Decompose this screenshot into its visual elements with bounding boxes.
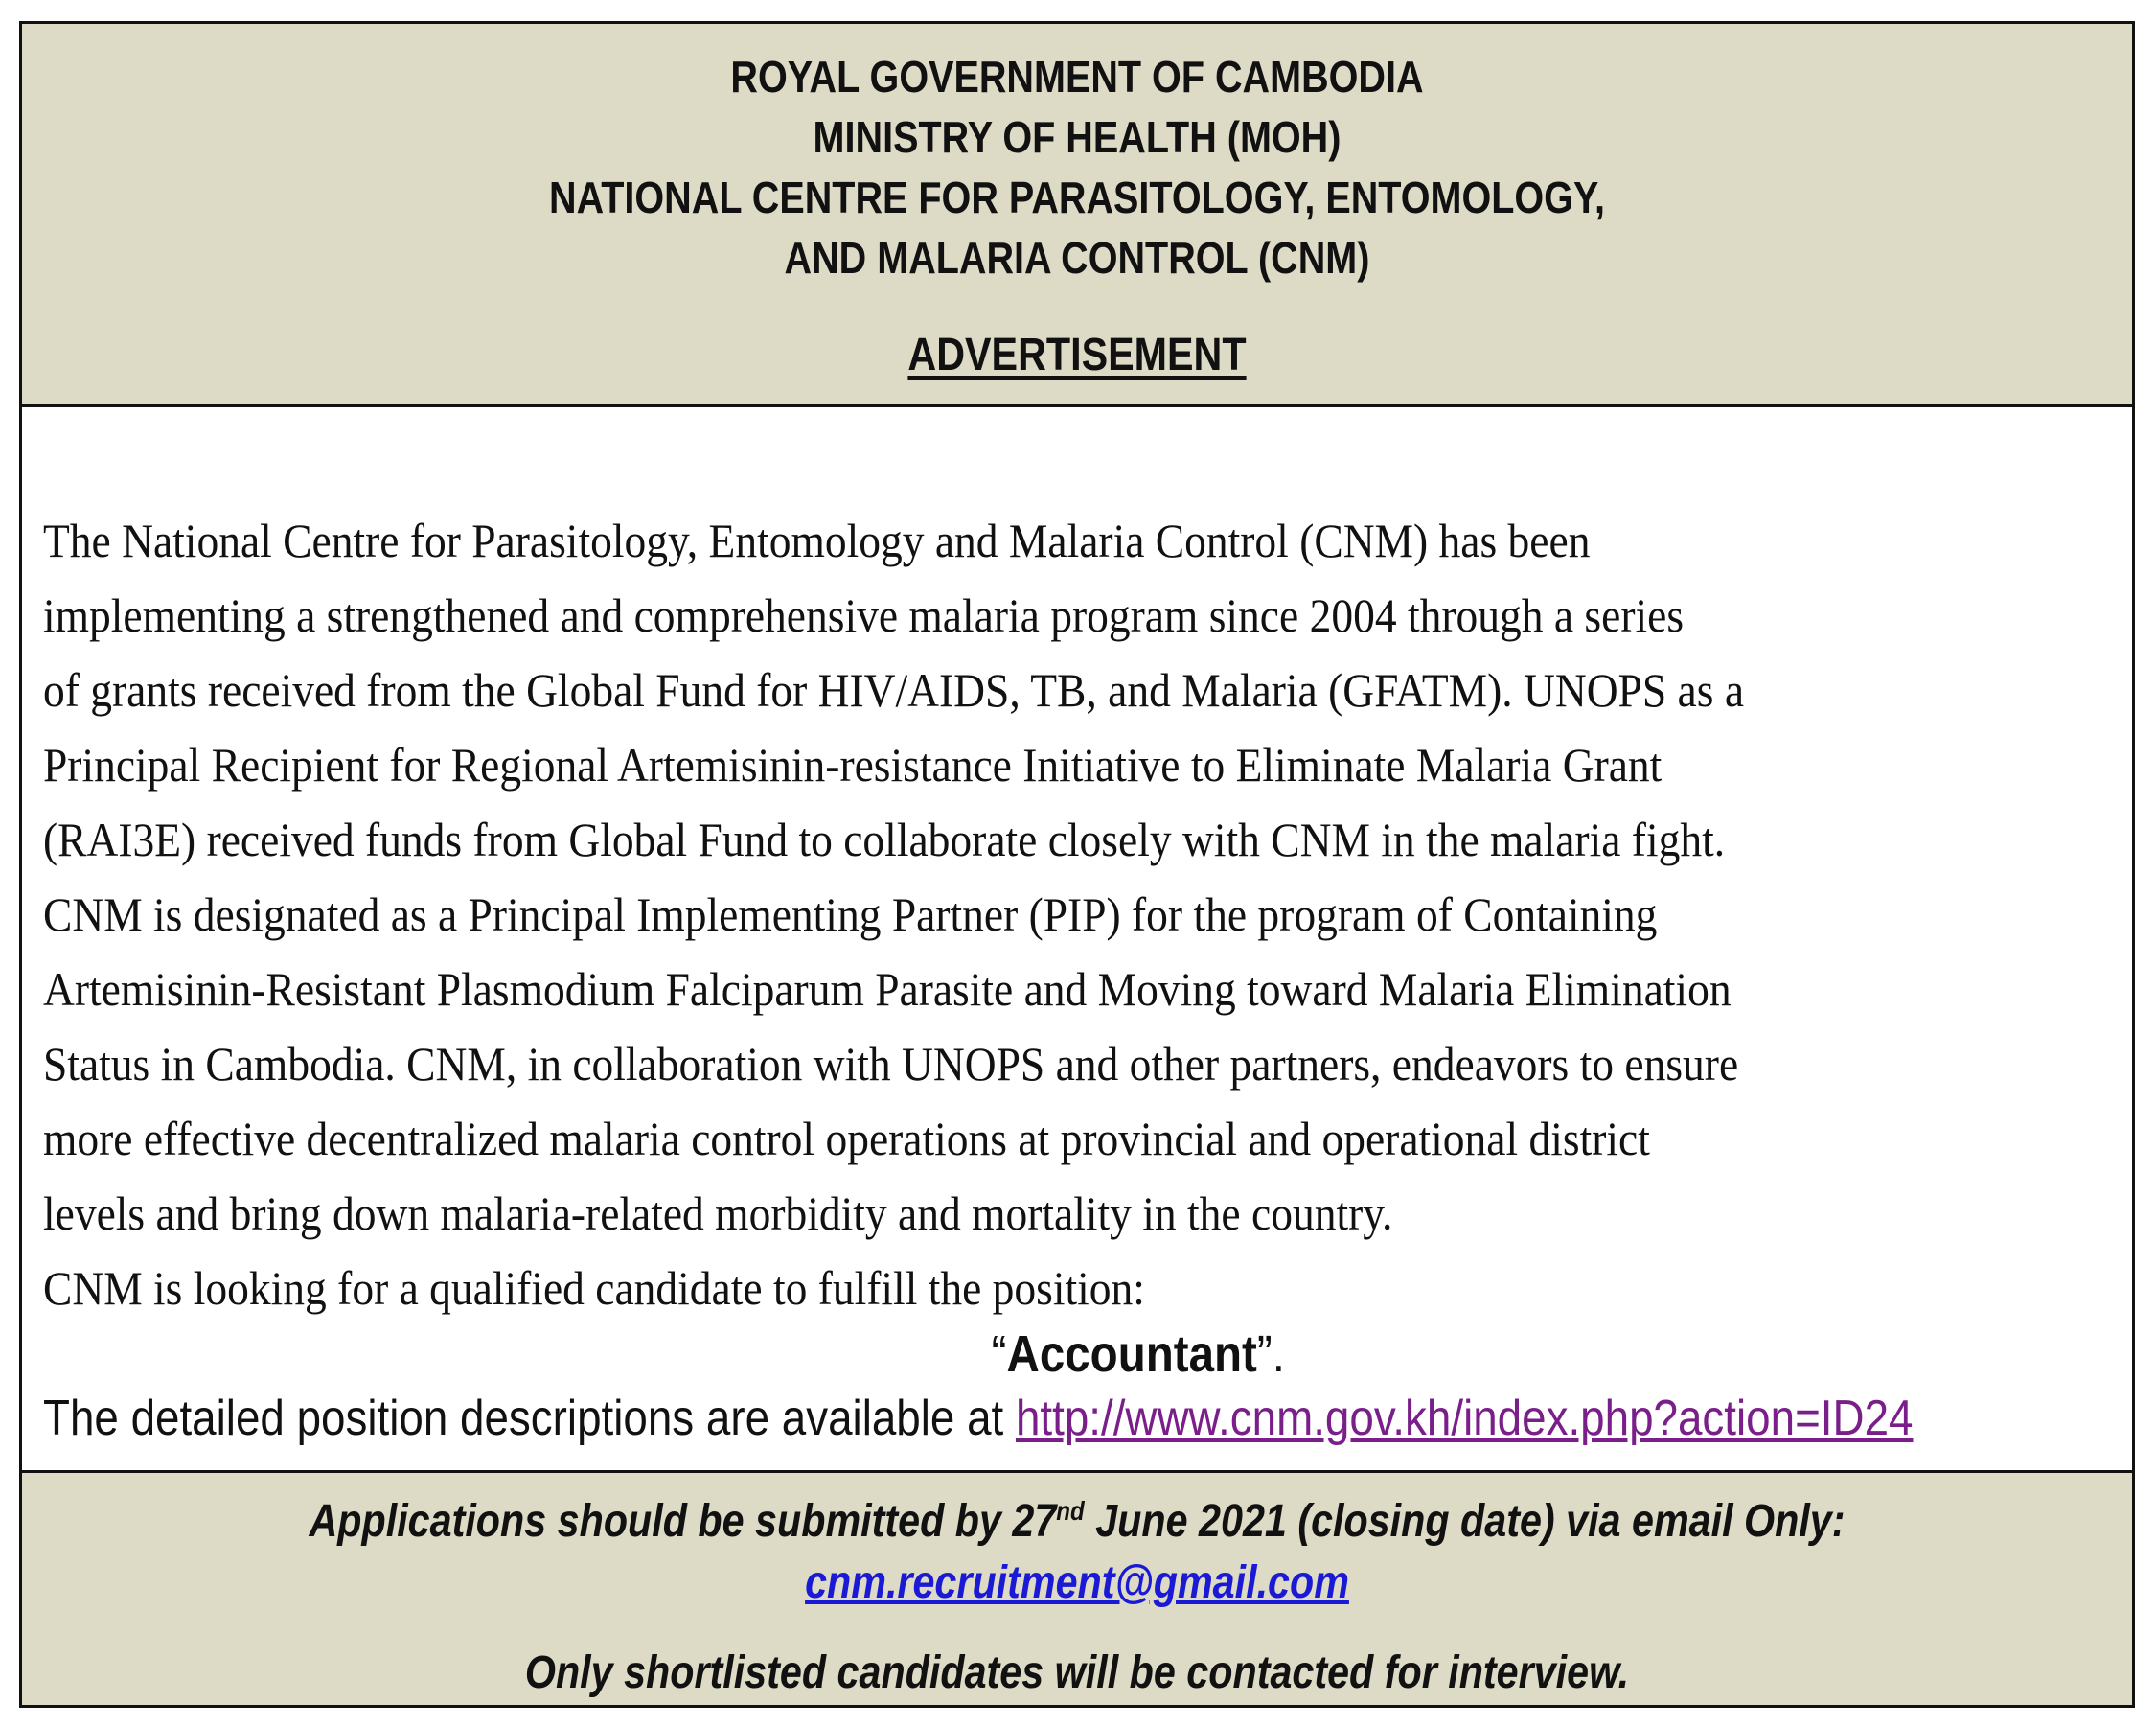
advertisement-title-wrap [170,329,1984,382]
heading-line-centre: NATIONAL CENTRE FOR PARASITOLOGY, ENTOMOLOGY, [549,172,1605,222]
body-line: The National Centre for Parasitology, Entomology and Malaria Control (CNM) has been [43,514,1591,567]
email-link[interactable]: cnm.recruitment@gmail.com [805,1557,1349,1608]
footer-content [170,1481,1984,1704]
heading-line-centre-cont: AND MALARIA CONTROL (CNM) [784,233,1370,283]
deadline-prefix: Applications should be submitted by 27 [309,1496,1057,1547]
body-paragraph [43,503,1927,1325]
details-link[interactable]: http://www.cnm.gov.kh/index.php?action=ID24 [1015,1391,1914,1446]
heading-line-government: ROYAL GOVERNMENT OF CAMBODIA [730,52,1424,102]
body-line: more effective decentralized malaria control operations at provincial and operational district [43,1112,1650,1165]
body-line: CNM is designated as a Principal Implementing Partner (PIP) for the program of Containing [43,887,1658,941]
body-line: CNM is looking for a qualified candidate to fulfill the position: [43,1261,1145,1315]
body-line: (RAI3E) received funds from Global Fund to collaborate closely with CNM in the malaria fight. [43,813,1726,866]
body-line: implementing a strengthened and comprehensive malaria program since 2004 through a series [43,588,1685,642]
organization-heading [170,47,1984,288]
deadline-superscript: nd [1056,1496,1085,1526]
footer-section [22,1470,2132,1705]
body-line: Principal Recipient for Regional Artemisinin-resistance Initiative to Eliminate Malaria Grant [43,738,1663,792]
heading-line-ministry: MINISTRY OF HEALTH (MOH) [813,112,1342,162]
position-title-line [149,1321,2006,1388]
details-line [43,1385,1983,1452]
shortlist-note: Only shortlisted candidates will be contacted for interview. [524,1647,1630,1698]
deadline-line [170,1481,1984,1552]
body-line: Status in Cambodia. CNM, in collaboration with UNOPS and other partners, endeavors to ensure [43,1037,1739,1091]
body-line: levels and bring down malaria-related morbidity and mortality in the country. [43,1186,1393,1240]
advertisement-box [19,21,2135,1708]
body-line: Artemisinin-Resistant Plasmodium Falciparum Parasite and Moving toward Malaria Elimination [43,962,1732,1016]
position-title: Accountant [1006,1325,1257,1383]
details-text: The detailed position descriptions are available at [43,1391,1016,1446]
advertisement-title: ADVERTISEMENT [907,330,1247,380]
deadline-suffix: June 2021 (closing date) via email Only: [1084,1496,1846,1547]
position-open-quote: “ [991,1325,1007,1383]
body-line: of grants received from the Global Fund for HIV/AIDS, TB, and Malaria (GFATM). UNOPS as a [43,663,1745,717]
position-close-quote: ”. [1256,1325,1285,1383]
header-section [22,24,2132,407]
